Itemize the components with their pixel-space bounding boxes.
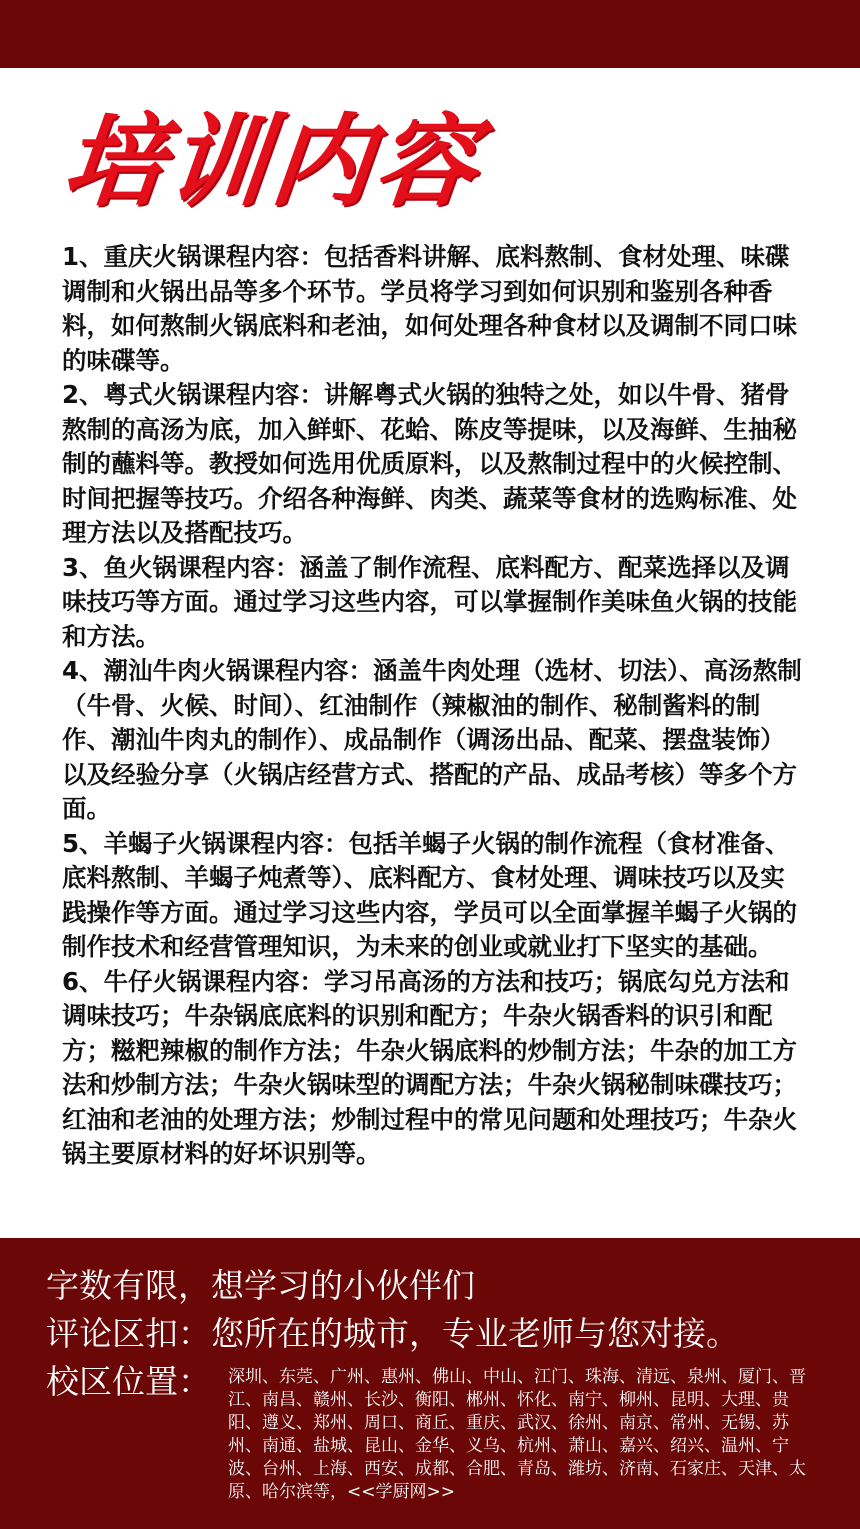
course-section-6: 6、牛仔火锅课程内容：学习吊高汤的方法和技巧；锅底勾兑方法和调味技巧；牛杂锅底底料的识别和配方；牛杂火锅香料的识引和配方；糍粑辣椒的制作方法；牛杂火锅底料的炒制方法；牛杂的加工方法和炒制方法；牛杂火锅味型的调配方法；牛杂火锅秘制味碟技巧；红油和老油的处理方法；炒制过程中的常见问题和处理技巧；牛杂火锅主要原材料的好坏识别等。	[62, 966, 797, 1168]
page-title: 培训内容	[57, 103, 487, 220]
course-section-1: 1、重庆火锅课程内容：包括香料讲解、底料熬制、食材处理、味碟调制和火锅出品等多个环节。学员将学习到如何识别和鉴别各种香料，如何熬制火锅底料和老油，如何处理各种食材以及调制不同口味的味碟等。	[62, 242, 797, 375]
campus-label: 校区位置：	[46, 1362, 211, 1401]
top-banner	[0, 0, 860, 68]
campus-list: 深圳、东莞、广州、惠州、佛山、中山、江门、珠海、清远、泉州、厦门、晋江、南昌、赣州、长沙、衡阳、郴州、怀化、南宁、柳州、昆明、大理、贵阳、遵义、郑州、周口、商丘、重庆、武汉、徐州、南京、常州、无锡、苏州、南通、盐城、昆山、金华、义乌、杭州、萧山、嘉兴、绍兴、温州、宁波、台州、上海、西安、成都、合肥、青岛、潍坊、济南、石家庄、天津、太原、哈尔滨等，<<学厨网>>	[228, 1367, 806, 1502]
course-section-5: 5、羊蝎子火锅课程内容：包括羊蝎子火锅的制作流程（食材准备、底料熬制、羊蝎子炖煮等）、底料配方、食材处理、调味技巧以及实践操作等方面。通过学习这些内容，学员可以全面掌握羊蝎子火锅的制作技术和经营管理知识，为未来的创业或就业打下坚实的基础。	[62, 828, 797, 961]
footer-cta-line-1: 字数有限，想学习的小伙伴们	[46, 1266, 475, 1305]
footer-banner	[0, 1238, 860, 1529]
course-content	[62, 240, 802, 1172]
course-section-4: 4、潮汕牛肉火锅课程内容：涵盖牛肉处理（选材、切法）、高汤熬制（牛骨、火候、时间）、红油制作（辣椒油的制作、秘制酱料的制作、潮汕牛肉丸的制作）、成品制作（调汤出品、配菜、摆盘装饰）以及经验分享（火锅店经营方式、搭配的产品、成品考核）等多个方面。	[62, 656, 802, 823]
course-section-2: 2、粤式火锅课程内容：讲解粤式火锅的独特之处，如以牛骨、猪骨熬制的高汤为底，加入鲜虾、花蛤、陈皮等提味，以及海鲜、生抽秘制的蘸料等。教授如何选用优质原料，以及熬制过程中的火候控制、时间把握等技巧。介绍各种海鲜、肉类、蔬菜等食材的选购标准、处理方法以及搭配技巧。	[62, 380, 797, 547]
course-section-3: 3、鱼火锅课程内容：涵盖了制作流程、底料配方、配菜选择以及调味技巧等方面。通过学习这些内容，可以掌握制作美味鱼火锅的技能和方法。	[62, 552, 797, 651]
footer-cta-line-2: 评论区扣：您所在的城市，专业老师与您对接。	[46, 1314, 739, 1353]
